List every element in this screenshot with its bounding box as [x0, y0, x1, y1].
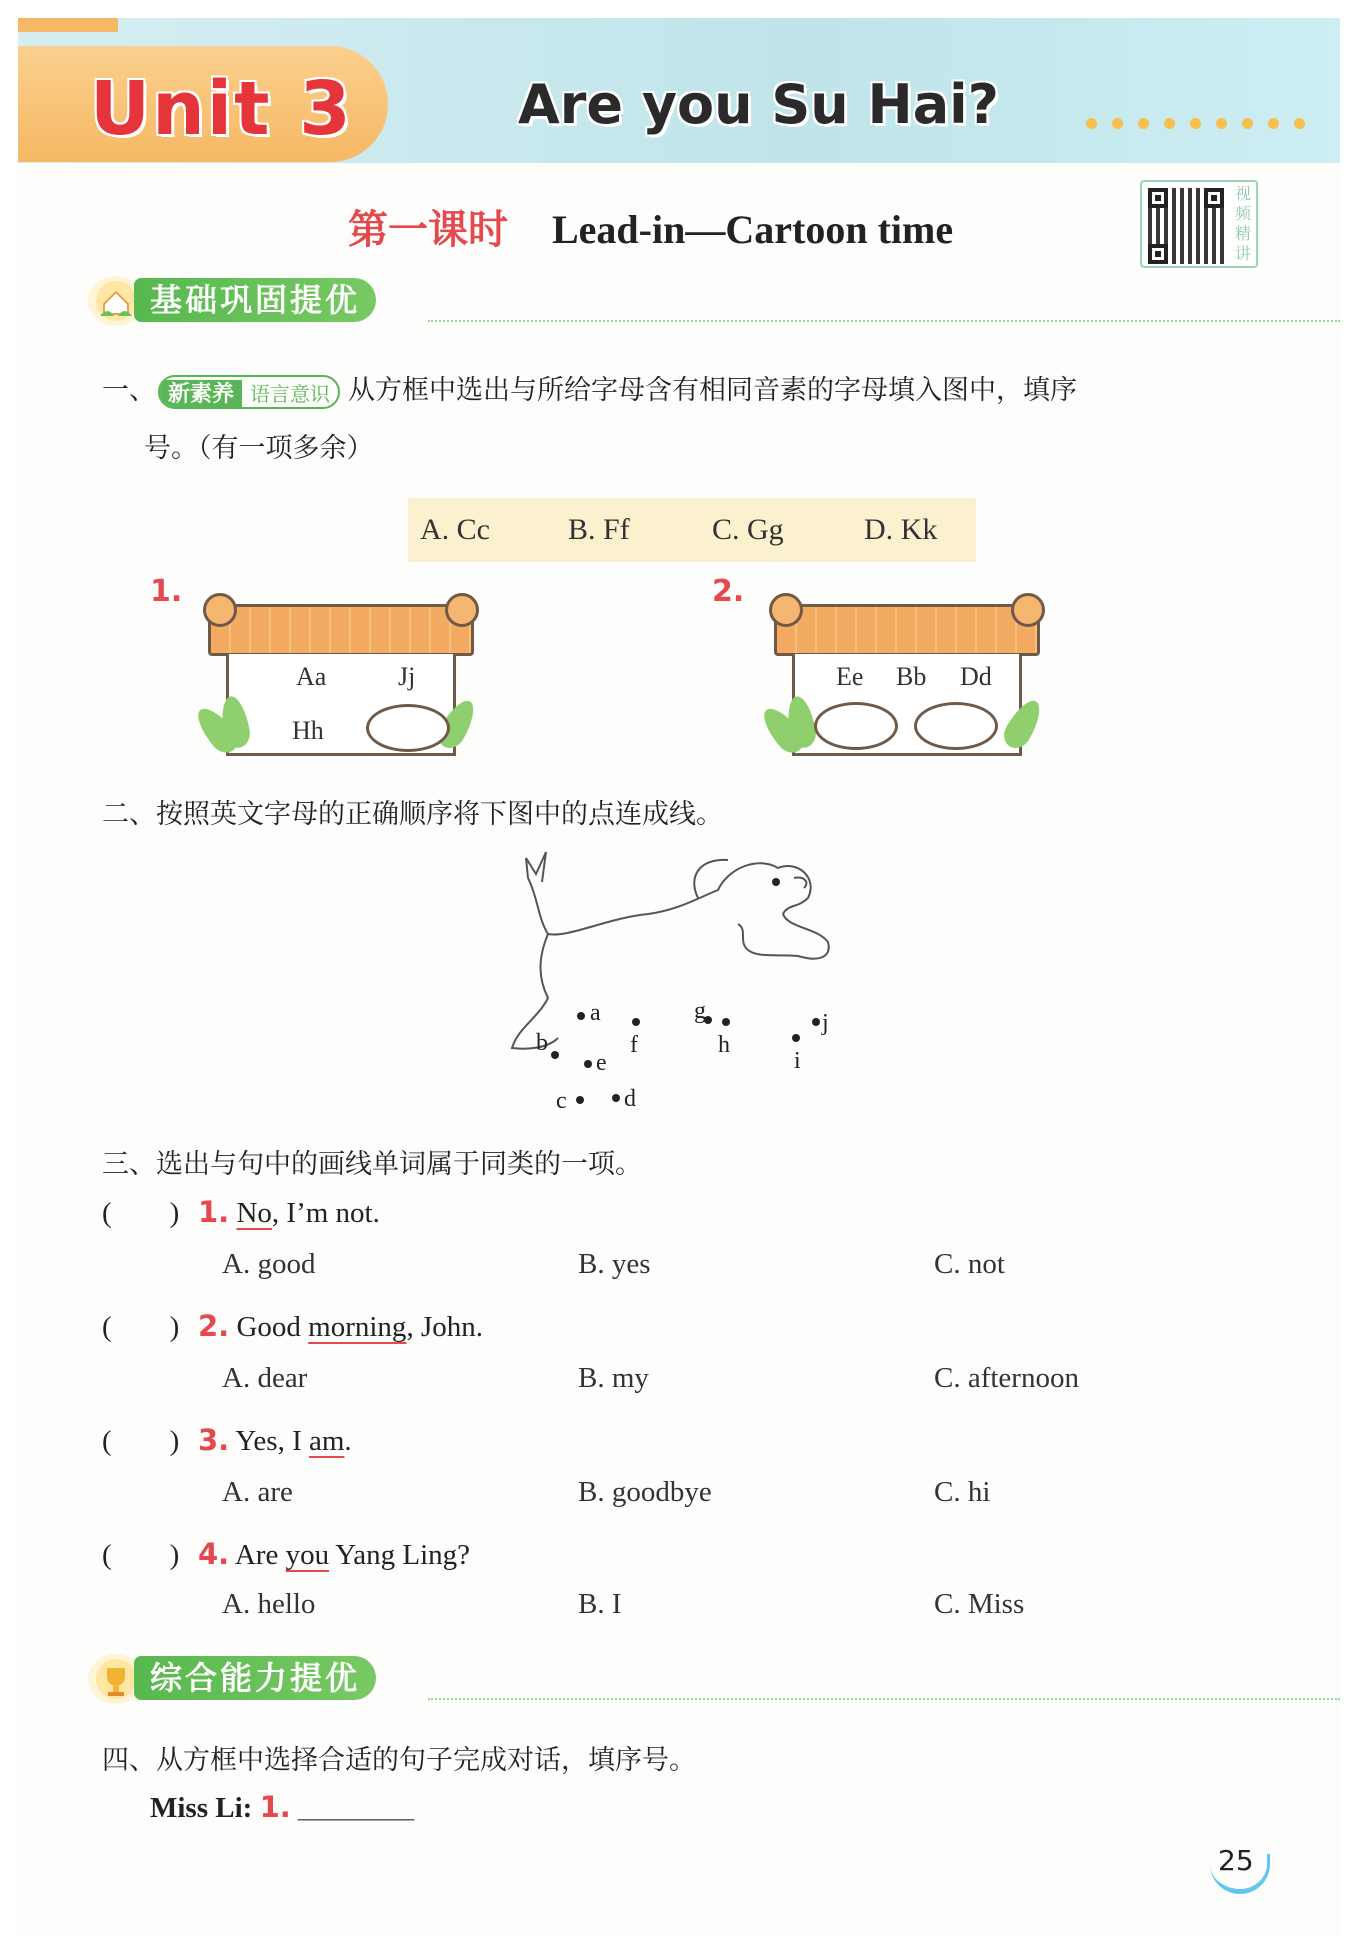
section-divider: [428, 320, 1340, 322]
dot-a[interactable]: [577, 1012, 585, 1020]
q3-item-4: [102, 1532, 470, 1573]
answer-oval[interactable]: [914, 702, 998, 750]
answer-blank[interactable]: ________: [298, 1792, 415, 1824]
dot-label: d: [624, 1086, 636, 1112]
dot-e[interactable]: [584, 1060, 592, 1068]
dot-c[interactable]: [576, 1096, 584, 1104]
lesson-title: [348, 198, 953, 255]
qr-code[interactable]: [1140, 180, 1258, 268]
answer-paren[interactable]: ( ): [102, 1425, 180, 1457]
choice-b: B. yes: [578, 1248, 651, 1280]
dot-label: j: [822, 1010, 829, 1036]
house2-number: 2.: [712, 574, 745, 609]
dot-label: c: [556, 1088, 567, 1114]
house-letter: Bb: [896, 662, 927, 691]
house1-number: 1.: [150, 574, 183, 609]
section-title-comprehensive: 综合能力提优: [134, 1656, 376, 1700]
workbook-page: [18, 18, 1340, 1938]
choice-a: A. hello: [222, 1588, 316, 1620]
underlined-word: am: [308, 1425, 345, 1457]
unit-title: Are you Su Hai?: [518, 73, 999, 136]
lesson-title-cn: 第一课时: [348, 207, 508, 252]
q3-item-1: [102, 1190, 380, 1231]
qr-finder-icon: [1148, 188, 1168, 208]
item-text: Yang Ling?: [329, 1539, 471, 1571]
dot-label: a: [590, 1000, 601, 1026]
house1: [208, 604, 478, 764]
speaker: Miss Li:: [150, 1792, 253, 1824]
house2: [774, 604, 1044, 764]
dot-h[interactable]: [722, 1018, 730, 1026]
lesson-title-en: Lead-in—Cartoon time: [552, 207, 954, 252]
unit-banner: [18, 18, 1340, 163]
literacy-tag-main: 新素养: [160, 380, 242, 409]
item-text: Good: [229, 1311, 309, 1343]
q1-option: C. Gg: [712, 513, 784, 546]
qr-finder-icon: [1204, 188, 1224, 208]
dot-label: h: [718, 1032, 730, 1058]
dot-label: g: [694, 998, 706, 1024]
item-number: 2.: [198, 1309, 230, 1343]
dot-i[interactable]: [792, 1034, 800, 1042]
literacy-tag: [158, 375, 340, 409]
choice-b: B. goodbye: [578, 1476, 712, 1508]
choice-c: C. afternoon: [934, 1362, 1079, 1394]
underlined-word: morning: [308, 1311, 407, 1343]
qr-label: 视频精讲: [1234, 184, 1251, 263]
dot-b[interactable]: [551, 1051, 559, 1059]
q1-prefix: 一、: [102, 375, 156, 406]
answer-oval[interactable]: [366, 704, 450, 752]
roof-icon: [774, 604, 1040, 656]
q1-option-box: [408, 498, 976, 562]
choice-c: C. not: [934, 1248, 1005, 1280]
section-divider: [428, 1698, 1340, 1700]
item-number: 1.: [198, 1195, 230, 1229]
item-text: , I’m not.: [271, 1197, 380, 1229]
dot-label: b: [536, 1030, 548, 1056]
q1-option: B. Ff: [568, 513, 630, 546]
house-letter: Aa: [296, 662, 327, 691]
item-text: Yes, I: [229, 1425, 309, 1457]
answer-paren[interactable]: ( ): [102, 1539, 180, 1571]
dog-connect-dots: [498, 838, 858, 1118]
item-text: .: [344, 1425, 352, 1457]
choice-c: C. Miss: [934, 1588, 1025, 1620]
q1-text-line1: 从方框中选出与所给字母含有相同音素的字母填入图中，填序: [348, 375, 1078, 406]
qr-finder-icon: [1148, 244, 1168, 264]
dot-label: i: [794, 1048, 801, 1074]
q4-dialogue-line: [150, 1790, 414, 1825]
item-number: 4.: [198, 1537, 230, 1571]
q4-instruction: 四、从方框中选择合适的句子完成对话，填序号。: [102, 1745, 696, 1776]
underlined-word: No: [236, 1197, 272, 1229]
roof-icon: [208, 604, 474, 656]
house-letter: Dd: [960, 662, 992, 691]
dot-d[interactable]: [612, 1094, 620, 1102]
item-number: 3.: [198, 1423, 230, 1457]
choice-b: B. my: [578, 1362, 649, 1394]
dot-f[interactable]: [632, 1018, 640, 1026]
choice-a: A. are: [222, 1476, 293, 1508]
q1-option: D. Kk: [864, 513, 938, 546]
q3-item-2: [102, 1304, 483, 1345]
q1-text-line2: 号。（有一项多余）: [144, 433, 374, 464]
item-text: Are: [229, 1539, 286, 1571]
q3-instruction: 三、选出与句中的画线单词属于同类的一项。: [102, 1149, 642, 1180]
choice-c: C. hi: [934, 1476, 991, 1508]
dot-label: f: [630, 1032, 638, 1058]
q1-instruction: [102, 368, 1077, 409]
choice-a: A. dear: [222, 1362, 308, 1394]
house-letter: Ee: [836, 662, 864, 691]
answer-paren[interactable]: ( ): [102, 1311, 180, 1343]
dot-j[interactable]: [812, 1018, 820, 1026]
item-number: 1.: [259, 1790, 291, 1824]
literacy-tag-sub: 语言意识: [250, 381, 331, 406]
answer-paren[interactable]: ( ): [102, 1197, 180, 1229]
underlined-word: you: [285, 1539, 330, 1571]
house-letter: Hh: [292, 716, 324, 745]
choice-a: A. good: [222, 1248, 316, 1280]
q1-option: A. Cc: [420, 513, 490, 546]
dog-outline-icon: [498, 838, 858, 1118]
q2-instruction: 二、按照英文字母的正确顺序将下图中的点连成线。: [102, 799, 723, 830]
answer-oval[interactable]: [814, 702, 898, 750]
unit-label: Unit 3: [90, 66, 353, 152]
decorative-dots: [1086, 118, 1305, 129]
item-text: , John.: [406, 1311, 483, 1343]
dot-label: e: [596, 1050, 607, 1076]
house-letter: Jj: [398, 662, 416, 691]
choice-b: B. I: [578, 1588, 622, 1620]
section-title-basic: 基础巩固提优: [134, 278, 376, 322]
page-number: 25: [1218, 1844, 1254, 1877]
q3-item-3: [102, 1418, 352, 1459]
